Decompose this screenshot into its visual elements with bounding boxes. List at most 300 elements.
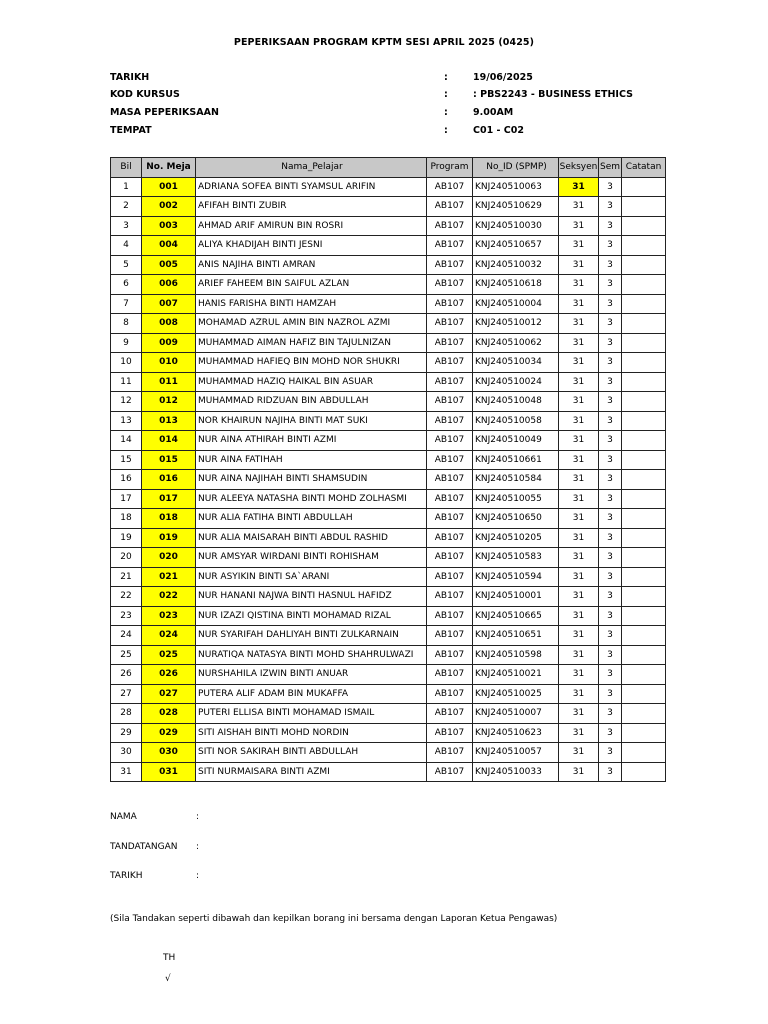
cell-bil: 7 xyxy=(111,294,142,314)
cell-program: AB107 xyxy=(427,587,473,607)
cell-nama: MOHAMAD AZRUL AMIN BIN NAZROL AZMI xyxy=(196,314,427,334)
footer-colon: : xyxy=(196,842,200,852)
info-value-venue: C01 - C02 xyxy=(473,125,524,136)
cell-catatan xyxy=(622,587,666,607)
cell-seksyen: 31 xyxy=(559,606,599,626)
cell-bil: 10 xyxy=(111,353,142,373)
cell-no-meja: 011 xyxy=(142,372,196,392)
cell-seksyen: 31 xyxy=(559,665,599,685)
cell-no-id: KNJ240510623 xyxy=(473,723,559,743)
table-row xyxy=(111,275,666,295)
footer-colon: : xyxy=(196,871,200,881)
cell-seksyen: 31 xyxy=(559,392,599,412)
cell-bil: 8 xyxy=(111,314,142,334)
cell-no-id: KNJ240510583 xyxy=(473,548,559,568)
cell-seksyen: 31 xyxy=(559,197,599,217)
table-row xyxy=(111,216,666,236)
cell-nama: NUR HANANI NAJWA BINTI HASNUL HAFIDZ xyxy=(196,587,427,607)
cell-no-meja: 015 xyxy=(142,450,196,470)
cell-sem: 3 xyxy=(599,684,622,704)
cell-sem: 3 xyxy=(599,548,622,568)
cell-bil: 27 xyxy=(111,684,142,704)
cell-sem: 3 xyxy=(599,489,622,509)
cell-bil: 11 xyxy=(111,372,142,392)
table-row xyxy=(111,645,666,665)
cell-program: AB107 xyxy=(427,528,473,548)
cell-nama: NUR IZAZI QISTINA BINTI MOHAMAD RIZAL xyxy=(196,606,427,626)
footer-colon: : xyxy=(196,812,200,822)
cell-sem: 3 xyxy=(599,704,622,724)
cell-bil: 1 xyxy=(111,177,142,197)
cell-no-meja: 017 xyxy=(142,489,196,509)
th-label: TH xyxy=(163,953,176,963)
table-row xyxy=(111,567,666,587)
cell-sem: 3 xyxy=(599,294,622,314)
cell-bil: 13 xyxy=(111,411,142,431)
table-row xyxy=(111,548,666,568)
cell-no-id: KNJ240510055 xyxy=(473,489,559,509)
cell-no-id: KNJ240510651 xyxy=(473,626,559,646)
cell-sem: 3 xyxy=(599,723,622,743)
cell-seksyen: 31 xyxy=(559,275,599,295)
cell-sem: 3 xyxy=(599,197,622,217)
cell-program: AB107 xyxy=(427,723,473,743)
cell-catatan xyxy=(622,548,666,568)
header-no-id: No_ID (SPMP) xyxy=(473,158,559,178)
cell-catatan xyxy=(622,236,666,256)
table-row xyxy=(111,294,666,314)
cell-seksyen: 31 xyxy=(559,177,599,197)
info-colon: : xyxy=(444,89,448,100)
table-row xyxy=(111,333,666,353)
table-row xyxy=(111,626,666,646)
cell-seksyen: 31 xyxy=(559,489,599,509)
info-colon: : xyxy=(444,107,448,118)
cell-sem: 3 xyxy=(599,333,622,353)
cell-catatan xyxy=(622,275,666,295)
header-no-meja: No. Meja xyxy=(142,158,196,178)
cell-nama: NUR ASYIKIN BINTI SA`ARANI xyxy=(196,567,427,587)
cell-seksyen: 31 xyxy=(559,762,599,782)
cell-no-id: KNJ240510025 xyxy=(473,684,559,704)
cell-no-meja: 006 xyxy=(142,275,196,295)
cell-seksyen: 31 xyxy=(559,509,599,529)
cell-bil: 17 xyxy=(111,489,142,509)
footer-label: TARIKH xyxy=(110,871,143,881)
cell-program: AB107 xyxy=(427,645,473,665)
cell-bil: 2 xyxy=(111,197,142,217)
cell-no-id: KNJ240510665 xyxy=(473,606,559,626)
cell-seksyen: 31 xyxy=(559,450,599,470)
cell-bil: 30 xyxy=(111,743,142,763)
cell-no-id: KNJ240510012 xyxy=(473,314,559,334)
table-row xyxy=(111,489,666,509)
cell-bil: 3 xyxy=(111,216,142,236)
cell-no-meja: 010 xyxy=(142,353,196,373)
cell-bil: 9 xyxy=(111,333,142,353)
cell-program: AB107 xyxy=(427,548,473,568)
table-row xyxy=(111,762,666,782)
cell-bil: 22 xyxy=(111,587,142,607)
header-nama: Nama_Pelajar xyxy=(196,158,427,178)
cell-program: AB107 xyxy=(427,450,473,470)
cell-bil: 5 xyxy=(111,255,142,275)
cell-no-id: KNJ240510034 xyxy=(473,353,559,373)
cell-program: AB107 xyxy=(427,275,473,295)
cell-nama: MUHAMMAD AIMAN HAFIZ BIN TAJULNIZAN xyxy=(196,333,427,353)
cell-no-meja: 003 xyxy=(142,216,196,236)
cell-sem: 3 xyxy=(599,470,622,490)
cell-no-id: KNJ240510629 xyxy=(473,197,559,217)
cell-bil: 14 xyxy=(111,431,142,451)
cell-sem: 3 xyxy=(599,626,622,646)
info-label: TARIKH xyxy=(110,72,150,83)
cell-bil: 21 xyxy=(111,567,142,587)
cell-no-id: KNJ240510033 xyxy=(473,762,559,782)
cell-catatan xyxy=(622,177,666,197)
cell-seksyen: 31 xyxy=(559,567,599,587)
header-program: Program xyxy=(427,158,473,178)
cell-program: AB107 xyxy=(427,236,473,256)
cell-no-meja: 031 xyxy=(142,762,196,782)
info-colon: : xyxy=(444,72,448,83)
table-header-row xyxy=(111,158,666,178)
cell-seksyen: 31 xyxy=(559,314,599,334)
cell-seksyen: 31 xyxy=(559,333,599,353)
cell-sem: 3 xyxy=(599,275,622,295)
cell-sem: 3 xyxy=(599,528,622,548)
cell-no-id: KNJ240510661 xyxy=(473,450,559,470)
cell-bil: 26 xyxy=(111,665,142,685)
info-label: MASA PEPERIKSAAN xyxy=(110,107,219,118)
info-label: TEMPAT xyxy=(110,125,152,136)
cell-program: AB107 xyxy=(427,509,473,529)
cell-no-id: KNJ240510657 xyxy=(473,236,559,256)
cell-catatan xyxy=(622,567,666,587)
cell-bil: 12 xyxy=(111,392,142,412)
cell-sem: 3 xyxy=(599,509,622,529)
cell-seksyen: 31 xyxy=(559,255,599,275)
cell-seksyen: 31 xyxy=(559,294,599,314)
cell-catatan xyxy=(622,372,666,392)
cell-seksyen: 31 xyxy=(559,411,599,431)
header-bil: Bil xyxy=(111,158,142,178)
cell-no-id: KNJ240510001 xyxy=(473,587,559,607)
cell-program: AB107 xyxy=(427,333,473,353)
cell-no-id: KNJ240510598 xyxy=(473,645,559,665)
cell-seksyen: 31 xyxy=(559,528,599,548)
cell-no-meja: 029 xyxy=(142,723,196,743)
header-catatan: Catatan xyxy=(622,158,666,178)
cell-bil: 20 xyxy=(111,548,142,568)
cell-no-meja: 021 xyxy=(142,567,196,587)
footer-label: NAMA xyxy=(110,812,137,822)
cell-no-meja: 022 xyxy=(142,587,196,607)
cell-program: AB107 xyxy=(427,177,473,197)
cell-sem: 3 xyxy=(599,431,622,451)
cell-program: AB107 xyxy=(427,567,473,587)
cell-no-id: KNJ240510048 xyxy=(473,392,559,412)
table-row xyxy=(111,411,666,431)
cell-sem: 3 xyxy=(599,314,622,334)
footer-label: TANDATANGAN xyxy=(110,842,178,852)
cell-no-meja: 016 xyxy=(142,470,196,490)
cell-catatan xyxy=(622,314,666,334)
cell-no-id: KNJ240510205 xyxy=(473,528,559,548)
cell-sem: 3 xyxy=(599,587,622,607)
cell-nama: PUTERA ALIF ADAM BIN MUKAFFA xyxy=(196,684,427,704)
cell-catatan xyxy=(622,743,666,763)
cell-no-id: KNJ240510004 xyxy=(473,294,559,314)
cell-program: AB107 xyxy=(427,372,473,392)
cell-program: AB107 xyxy=(427,197,473,217)
cell-no-id: KNJ240510618 xyxy=(473,275,559,295)
cell-catatan xyxy=(622,489,666,509)
cell-no-meja: 014 xyxy=(142,431,196,451)
table-row xyxy=(111,450,666,470)
table-row xyxy=(111,392,666,412)
cell-sem: 3 xyxy=(599,236,622,256)
table-row xyxy=(111,431,666,451)
cell-seksyen: 31 xyxy=(559,684,599,704)
cell-sem: 3 xyxy=(599,216,622,236)
cell-sem: 3 xyxy=(599,567,622,587)
cell-no-meja: 026 xyxy=(142,665,196,685)
cell-no-id: KNJ240510062 xyxy=(473,333,559,353)
cell-catatan xyxy=(622,723,666,743)
cell-sem: 3 xyxy=(599,606,622,626)
cell-sem: 3 xyxy=(599,645,622,665)
cell-seksyen: 31 xyxy=(559,743,599,763)
cell-nama: PUTERI ELLISA BINTI MOHAMAD ISMAIL xyxy=(196,704,427,724)
cell-no-meja: 020 xyxy=(142,548,196,568)
info-label: KOD KURSUS xyxy=(110,89,180,100)
cell-nama: NUR ALIA FATIHA BINTI ABDULLAH xyxy=(196,509,427,529)
cell-nama: NOR KHAIRUN NAJIHA BINTI MAT SUKI xyxy=(196,411,427,431)
cell-no-id: KNJ240510007 xyxy=(473,704,559,724)
cell-program: AB107 xyxy=(427,470,473,490)
cell-program: AB107 xyxy=(427,431,473,451)
cell-nama: NUR ALIA MAISARAH BINTI ABDUL RASHID xyxy=(196,528,427,548)
cell-no-id: KNJ240510021 xyxy=(473,665,559,685)
cell-bil: 23 xyxy=(111,606,142,626)
cell-nama: AHMAD ARIF AMIRUN BIN ROSRI xyxy=(196,216,427,236)
cell-sem: 3 xyxy=(599,450,622,470)
cell-catatan xyxy=(622,353,666,373)
cell-program: AB107 xyxy=(427,255,473,275)
cell-nama: SITI NOR SAKIRAH BINTI ABDULLAH xyxy=(196,743,427,763)
table-row xyxy=(111,470,666,490)
cell-catatan xyxy=(622,255,666,275)
cell-bil: 29 xyxy=(111,723,142,743)
cell-program: AB107 xyxy=(427,411,473,431)
cell-no-id: KNJ240510024 xyxy=(473,372,559,392)
header-seksyen: Seksyen xyxy=(559,158,599,178)
info-value-date: 19/06/2025 xyxy=(473,72,533,83)
cell-sem: 3 xyxy=(599,372,622,392)
table-row xyxy=(111,665,666,685)
cell-program: AB107 xyxy=(427,353,473,373)
info-colon: : xyxy=(444,125,448,136)
cell-bil: 15 xyxy=(111,450,142,470)
cell-seksyen: 31 xyxy=(559,470,599,490)
cell-sem: 3 xyxy=(599,255,622,275)
cell-catatan xyxy=(622,645,666,665)
cell-nama: MUHAMMAD RIDZUAN BIN ABDULLAH xyxy=(196,392,427,412)
cell-no-meja: 028 xyxy=(142,704,196,724)
table-row xyxy=(111,606,666,626)
table-row xyxy=(111,372,666,392)
cell-program: AB107 xyxy=(427,216,473,236)
cell-nama: NUR ALEEYA NATASHA BINTI MOHD ZOLHASMI xyxy=(196,489,427,509)
cell-nama: ALIYA KHADIJAH BINTI JESNI xyxy=(196,236,427,256)
cell-no-id: KNJ240510032 xyxy=(473,255,559,275)
cell-program: AB107 xyxy=(427,684,473,704)
cell-seksyen: 31 xyxy=(559,236,599,256)
cell-no-id: KNJ240510650 xyxy=(473,509,559,529)
cell-catatan xyxy=(622,411,666,431)
cell-seksyen: 31 xyxy=(559,723,599,743)
info-value-course: : PBS2243 - BUSINESS ETHICS xyxy=(473,89,633,100)
cell-nama: AFIFAH BINTI ZUBIR xyxy=(196,197,427,217)
cell-no-meja: 009 xyxy=(142,333,196,353)
cell-catatan xyxy=(622,450,666,470)
cell-sem: 3 xyxy=(599,392,622,412)
cell-sem: 3 xyxy=(599,411,622,431)
cell-program: AB107 xyxy=(427,314,473,334)
cell-bil: 31 xyxy=(111,762,142,782)
cell-program: AB107 xyxy=(427,294,473,314)
cell-nama: MUHAMMAD HAFIEQ BIN MOHD NOR SHUKRI xyxy=(196,353,427,373)
cell-no-meja: 018 xyxy=(142,509,196,529)
cell-catatan xyxy=(622,665,666,685)
cell-no-id: KNJ240510584 xyxy=(473,470,559,490)
cell-program: AB107 xyxy=(427,392,473,412)
cell-bil: 28 xyxy=(111,704,142,724)
cell-no-meja: 004 xyxy=(142,236,196,256)
table-row xyxy=(111,197,666,217)
cell-nama: ANIS NAJIHA BINTI AMRAN xyxy=(196,255,427,275)
instruction-note: (Sila Tandakan seperti dibawah dan kepilkan borang ini bersama dengan Laporan Ketua Pengawas) xyxy=(110,914,558,924)
cell-no-meja: 012 xyxy=(142,392,196,412)
cell-bil: 16 xyxy=(111,470,142,490)
cell-no-meja: 007 xyxy=(142,294,196,314)
cell-no-id: KNJ240510057 xyxy=(473,743,559,763)
cell-catatan xyxy=(622,606,666,626)
table-row xyxy=(111,177,666,197)
cell-sem: 3 xyxy=(599,743,622,763)
cell-catatan xyxy=(622,762,666,782)
cell-sem: 3 xyxy=(599,177,622,197)
cell-no-meja: 013 xyxy=(142,411,196,431)
cell-seksyen: 31 xyxy=(559,353,599,373)
cell-seksyen: 31 xyxy=(559,548,599,568)
cell-seksyen: 31 xyxy=(559,372,599,392)
table-body xyxy=(111,177,666,782)
cell-seksyen: 31 xyxy=(559,704,599,724)
cell-program: AB107 xyxy=(427,489,473,509)
cell-nama: NURSHAHILA IZWIN BINTI ANUAR xyxy=(196,665,427,685)
page-title: PEPERIKSAAN PROGRAM KPTM SESI APRIL 2025 (0425) xyxy=(233,37,535,48)
cell-bil: 6 xyxy=(111,275,142,295)
cell-nama: NURATIQA NATASYA BINTI MOHD SHAHRULWAZI xyxy=(196,645,427,665)
cell-catatan xyxy=(622,509,666,529)
cell-catatan xyxy=(622,704,666,724)
cell-no-id: KNJ240510058 xyxy=(473,411,559,431)
cell-bil: 19 xyxy=(111,528,142,548)
cell-seksyen: 31 xyxy=(559,587,599,607)
cell-catatan xyxy=(622,431,666,451)
cell-sem: 3 xyxy=(599,353,622,373)
cell-sem: 3 xyxy=(599,762,622,782)
cell-no-meja: 005 xyxy=(142,255,196,275)
cell-nama: ADRIANA SOFEA BINTI SYAMSUL ARIFIN xyxy=(196,177,427,197)
table-row xyxy=(111,509,666,529)
table-row xyxy=(111,723,666,743)
table-row xyxy=(111,743,666,763)
cell-catatan xyxy=(622,197,666,217)
table-row xyxy=(111,684,666,704)
cell-bil: 24 xyxy=(111,626,142,646)
cell-program: AB107 xyxy=(427,762,473,782)
cell-no-meja: 025 xyxy=(142,645,196,665)
cell-program: AB107 xyxy=(427,704,473,724)
cell-seksyen: 31 xyxy=(559,431,599,451)
cell-catatan xyxy=(622,294,666,314)
cell-nama: SITI NURMAISARA BINTI AZMI xyxy=(196,762,427,782)
cell-no-meja: 027 xyxy=(142,684,196,704)
cell-nama: SITI AISHAH BINTI MOHD NORDIN xyxy=(196,723,427,743)
cell-no-meja: 008 xyxy=(142,314,196,334)
cell-seksyen: 31 xyxy=(559,645,599,665)
cell-nama: NUR AINA ATHIRAH BINTI AZMI xyxy=(196,431,427,451)
cell-seksyen: 31 xyxy=(559,216,599,236)
cell-bil: 18 xyxy=(111,509,142,529)
cell-catatan xyxy=(622,392,666,412)
cell-no-meja: 019 xyxy=(142,528,196,548)
cell-no-id: KNJ240510594 xyxy=(473,567,559,587)
cell-no-meja: 023 xyxy=(142,606,196,626)
cell-nama: NUR SYARIFAH DAHLIYAH BINTI ZULKARNAIN xyxy=(196,626,427,646)
cell-catatan xyxy=(622,470,666,490)
table-row xyxy=(111,353,666,373)
cell-no-id: KNJ240510030 xyxy=(473,216,559,236)
cell-catatan xyxy=(622,626,666,646)
table-row xyxy=(111,587,666,607)
cell-nama: NUR AINA NAJIHAH BINTI SHAMSUDIN xyxy=(196,470,427,490)
check-mark-icon: √ xyxy=(165,974,171,984)
cell-sem: 3 xyxy=(599,665,622,685)
cell-program: AB107 xyxy=(427,743,473,763)
table-row xyxy=(111,236,666,256)
cell-no-meja: 002 xyxy=(142,197,196,217)
cell-nama: ARIEF FAHEEM BIN SAIFUL AZLAN xyxy=(196,275,427,295)
cell-catatan xyxy=(622,216,666,236)
cell-bil: 4 xyxy=(111,236,142,256)
table-row xyxy=(111,704,666,724)
table-row xyxy=(111,314,666,334)
cell-program: AB107 xyxy=(427,665,473,685)
cell-bil: 25 xyxy=(111,645,142,665)
cell-program: AB107 xyxy=(427,606,473,626)
cell-nama: HANIS FARISHA BINTI HAMZAH xyxy=(196,294,427,314)
info-value-time: 9.00AM xyxy=(473,107,514,118)
table-row xyxy=(111,255,666,275)
cell-catatan xyxy=(622,333,666,353)
student-roster-table xyxy=(110,157,666,782)
cell-seksyen: 31 xyxy=(559,626,599,646)
cell-catatan xyxy=(622,684,666,704)
